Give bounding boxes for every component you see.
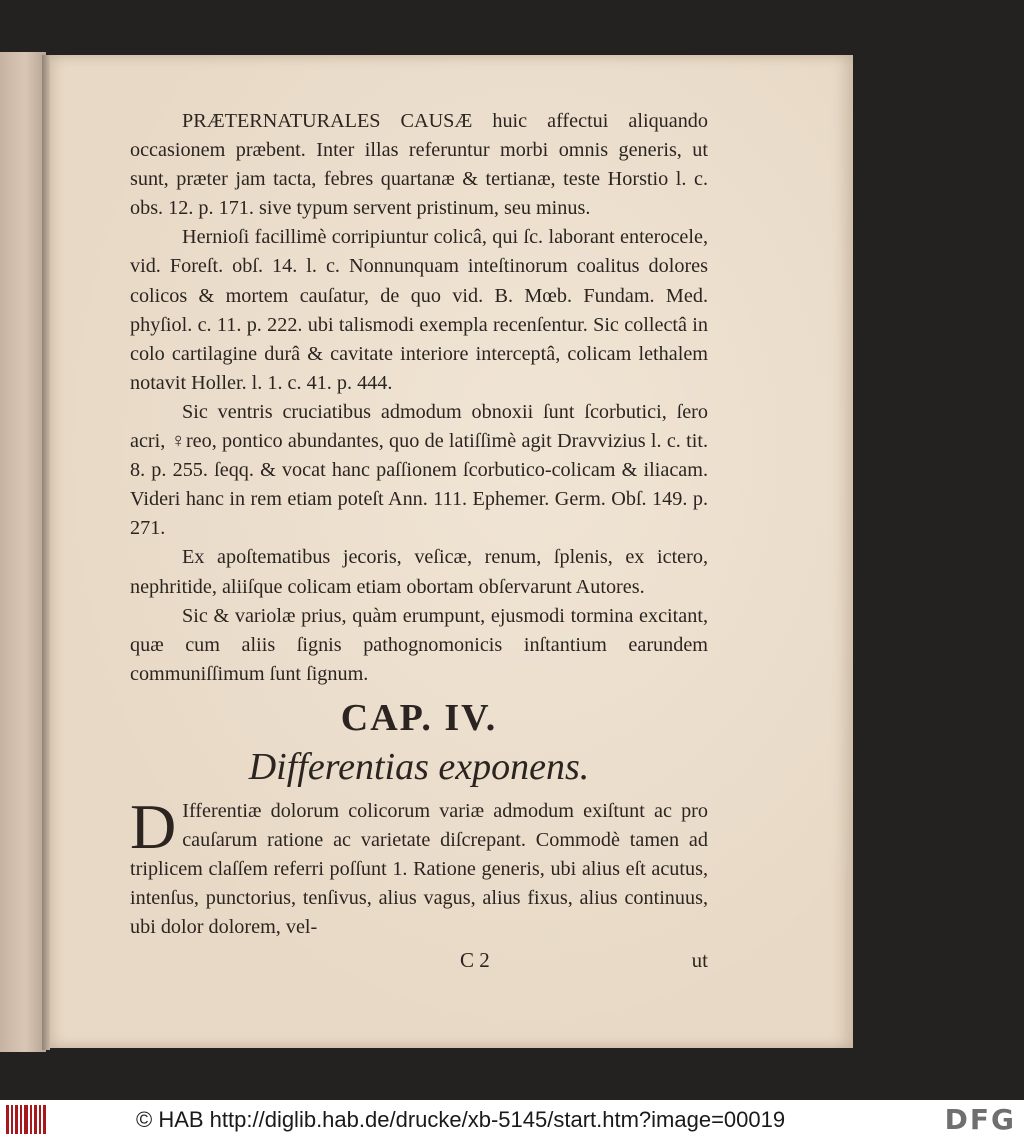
book-page xyxy=(50,55,853,1048)
paragraph-scorbutici: Sic ventris cruciatibus admodum obnoxii ſunt ſcorbutici, ſero acri, ♀reo, pontico abundantes, quo de latiſſimè agit Dravvizius l. c. tit. 8. p. 255. ſeqq. & vocat hanc paſſionem ſcorbutico-colicam & iliacam. Videri hanc in rem etiam poteſt Ann. 111. Ephemer. Germ. Obſ. 149. p. 271. xyxy=(130,400,708,540)
drop-cap: D xyxy=(130,790,177,862)
hab-barcode-icon xyxy=(6,1105,46,1134)
chapter-heading: CAP. IV. xyxy=(340,696,498,739)
viewer-footer-bar xyxy=(0,1100,1024,1139)
paragraph-differentiae xyxy=(130,790,708,942)
page-text xyxy=(130,107,708,976)
chapter-subtitle: Differentias exponens. xyxy=(248,745,590,788)
paragraph-variolae: Sic & variolæ prius, quàm erumpunt, ejusmodi tormina excitant, quæ cum aliis ſignis pathognomonicis inſtantium earundem communiſſimum ſunt ſignum. xyxy=(130,604,708,685)
paragraph-causae: PRÆTERNATURALES CAUSÆ huic affectui aliquando occasionem præbent. Inter illas referuntur morbi omnis generis, ut sunt, præter jam tacta, febres quartanæ & tertianæ, teste Horstio l. c. obs. 12. p. 171. sive typum servent pristinum, seu minus. xyxy=(130,110,708,220)
copyright-url-text[interactable]: © HAB http://diglib.hab.de/drucke/xb-5145/start.htm?image=00019 xyxy=(136,1107,786,1132)
page-fold-edge xyxy=(42,55,50,1050)
signature-mark: C 2 xyxy=(460,948,490,973)
paragraph-herniosi: Hernioſi facillimè corripiuntur colicâ, qui ſc. laborant enterocele, vid. Foreſt. obſ. 14. l. c. Nonnunquam inteſtinorum coalitus dolores colicos & mortem cauſatur, de quo vid. B. Mœb. Fundam. Med. phyſiol. c. 11. p. 222. ubi talismodi exempla recenſentur. Sic collectâ in colo cartilagine durâ & cavitate interiore interceptâ, colicam lethalem notavit Holler. l. 1. c. 41. p. 444. xyxy=(130,226,708,394)
paragraph-apostematibus: Ex apoſtematibus jecoris, veſicæ, renum, ſplenis, ex ictero, nephritide, aliiſque colicam etiam obortam obſervarunt Autores. xyxy=(130,546,708,598)
dfg-logo: DFG xyxy=(944,1103,1016,1136)
paragraph-differentiae-text: Ifferentiæ dolorum colicorum variæ admodum exiſtunt ac pro cauſarum ratione ac varietate diſcrepant. Commodè tamen ad triplicem claſſem referri poſſunt 1. Ratione generis, ubi alius eſt acutus, intenſus, punctorius, tenſivus, alius vagus, alius fixus, alius continuus, ubi dolor dolorem, vel- xyxy=(130,799,708,939)
page-footer-line xyxy=(130,946,708,976)
catchword: ut xyxy=(691,948,708,973)
previous-page-edge xyxy=(0,52,46,1052)
